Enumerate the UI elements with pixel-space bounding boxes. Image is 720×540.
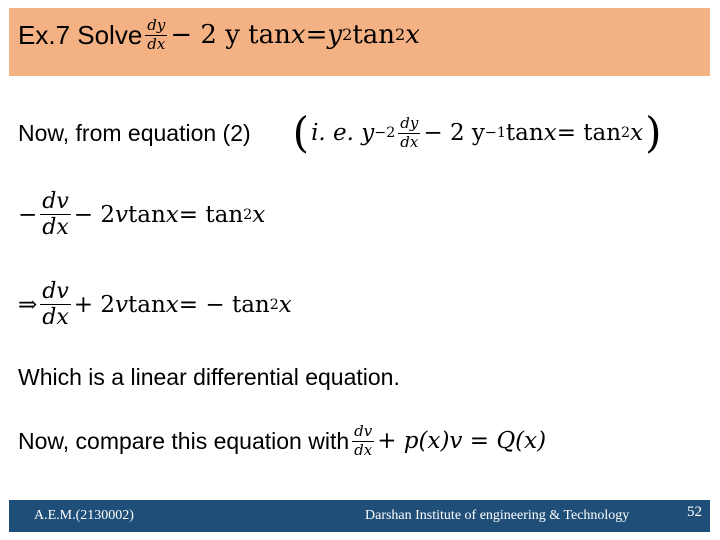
line1-fraction — [398, 113, 420, 151]
line5-frac-den: dx — [354, 440, 373, 459]
line3-mid: + 2 — [73, 291, 116, 318]
line2-x: x — [165, 201, 179, 228]
compare-line — [18, 424, 546, 459]
equation-line-1: Now, from equation (2) ( i. e. y −2 $\frac{dy}{dx}$ − 2 y −1 tan x = tan 2 x ) — [18, 108, 662, 157]
line1-frac-num: dy — [400, 113, 419, 132]
statement-line — [18, 364, 400, 391]
title-tan: tan — [352, 20, 396, 51]
title-frac-num: dy — [147, 16, 166, 34]
title-fraction — [145, 18, 167, 53]
line2-frac-den: dx — [42, 215, 69, 241]
line1-text: Now, from equation (2) — [18, 119, 251, 146]
line1-paren-open: ( — [292, 108, 310, 157]
line2-x-end: x — [252, 201, 266, 228]
line3-x-end: x — [278, 291, 292, 318]
line5-text: Now, compare this equation with — [18, 427, 350, 454]
footer-bar — [9, 500, 710, 532]
equation-line-3: ⇒ $\frac{dv}{dx}$ + 2 v tan x = − tan 2 x — [18, 279, 292, 331]
line2-fraction — [40, 190, 71, 239]
title-y: y — [327, 20, 343, 51]
title-x2: x — [405, 20, 420, 51]
line3-x: x — [165, 291, 179, 318]
line1-frac-den: dx — [400, 132, 419, 151]
line3-fraction — [40, 280, 71, 329]
title-rest-a: − 2 y tan — [170, 20, 291, 51]
line3-frac-den: dx — [42, 305, 69, 331]
line3-frac-num: dv — [42, 279, 69, 304]
line2-v: v — [115, 201, 129, 228]
line2-eq: = tan — [178, 201, 244, 228]
line2-frac-num: dv — [42, 189, 69, 214]
title-frac-den: dx — [147, 34, 166, 53]
line2-tan: tan — [128, 201, 166, 228]
page-number: 52 — [687, 504, 702, 520]
title-prefix: Ex.7 Solve — [18, 19, 143, 50]
footer-course-code: A.E.M.(2130002) — [34, 508, 134, 523]
line3-tan: tan — [128, 291, 166, 318]
line3-v: v — [115, 291, 129, 318]
line2-neg: − — [18, 201, 38, 228]
line2-mid: − 2 — [73, 201, 116, 228]
line1-eq: = tan — [556, 120, 622, 146]
line4-text: Which is a linear differential equation. — [18, 364, 400, 390]
line1-tan: tan — [505, 120, 544, 146]
line3-eq: = − tan — [178, 291, 270, 318]
slide-title: Ex.7 Solve $\frac{dy}{dx}$ − 2 y tan x = y 2 tan 2 x — [18, 16, 420, 53]
line5-rest: + p(x)v = Q(x) — [377, 428, 547, 455]
equation-line-2: − $\frac{dv}{dx}$ − 2 v tan x = tan 2 x — [18, 189, 266, 241]
line1-mid: − 2 y — [423, 120, 485, 146]
title-x1: x — [290, 20, 306, 51]
line1-paren-close: ) — [645, 108, 662, 157]
footer-institute: Darshan Institute of engineering & Technology — [365, 508, 630, 523]
implies-arrow: ⇒ — [18, 291, 38, 318]
line5-frac-num: dv — [354, 422, 373, 440]
line1-ie: i. e. y — [311, 120, 375, 146]
line1-x: x — [543, 120, 557, 146]
title-eq: = — [305, 20, 328, 51]
line1-x-end: x — [630, 120, 644, 146]
line5-fraction — [352, 424, 374, 459]
